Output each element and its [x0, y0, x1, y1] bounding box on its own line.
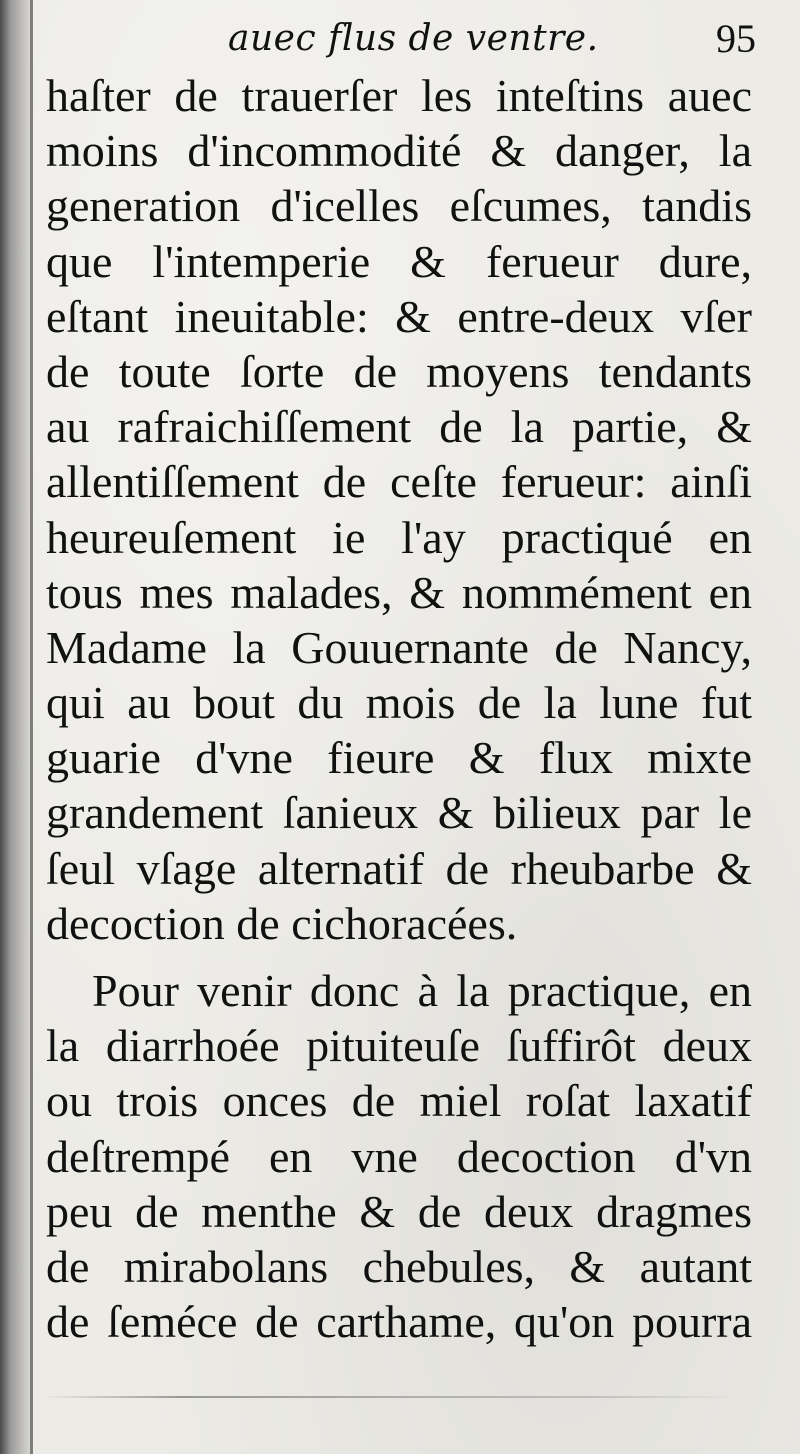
gutter-edge	[30, 0, 33, 1454]
text-line: allentiſſement de ceſte ferueur: ainſi	[46, 456, 752, 508]
body-text	[46, 68, 752, 1349]
text-line: qui au bout du mois de la lune fut	[46, 677, 752, 729]
text-line: grandement ſanieux & bilieux par le	[46, 787, 752, 839]
text-line: de ſeméce de carthame, qu'on pourra	[46, 1296, 752, 1348]
text-line: tous mes malades, & nommément en	[46, 566, 752, 618]
text-line: que l'intemperie & ferueur dure,	[46, 235, 752, 287]
text-line: haſter de trauerſer les inteſtins auec	[46, 70, 752, 121]
running-title: auec flus de ventre.	[228, 18, 599, 59]
text-line: la diarrhoée pituiteuſe ſuffirôt deux	[46, 1020, 752, 1072]
text-line: de toute ſorte de moyens tendants	[46, 345, 752, 397]
text-line: deſtrempé en vne decoction d'vn	[46, 1130, 752, 1182]
text-line: ou trois onces de miel roſat laxatif	[46, 1075, 752, 1127]
text-line: ſeul vſage alternatif de rheubarbe &	[46, 842, 752, 894]
text-line: heureuſement ie l'ay practiqué en	[46, 511, 752, 563]
text-line: decoction de cichoracées.	[46, 897, 518, 949]
text-line: eſtant ineuitable: & entre-deux vſer	[46, 290, 752, 342]
text-line: peu de menthe & de deux dragmes	[46, 1185, 752, 1237]
page-bottom-shadow	[40, 1396, 740, 1398]
text-line: generation d'icelles eſcumes, tandis	[46, 180, 752, 232]
text-line: Madame la Gouuernante de Nancy,	[46, 621, 752, 673]
running-head	[40, 14, 780, 64]
paragraph-1	[46, 68, 752, 951]
paragraph-gap	[46, 951, 752, 963]
page-number: 95	[716, 16, 756, 61]
text-line: guarie d'vne fieure & flux mixte	[46, 732, 752, 784]
binding-gutter	[0, 0, 30, 1454]
text-line: de mirabolans chebules, & autant	[46, 1240, 752, 1292]
text-line: au rafraichiſſement de la partie, &	[46, 401, 752, 453]
text-line: Pour venir donc à la practique, en	[92, 965, 752, 1016]
paragraph-2	[46, 963, 752, 1349]
text-line: moins d'incommodité & danger, la	[46, 125, 752, 177]
